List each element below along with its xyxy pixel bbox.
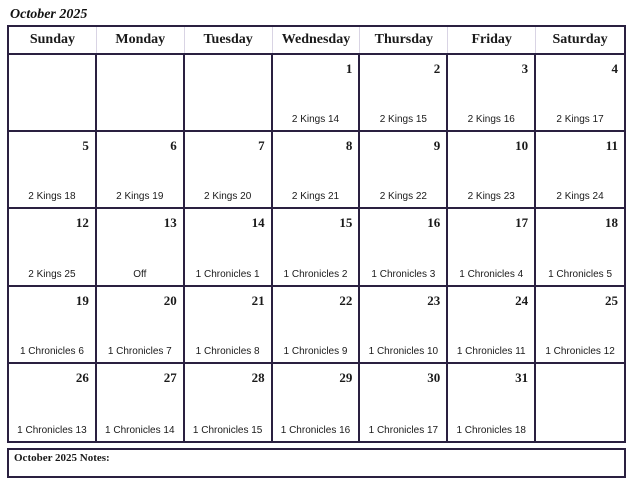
- day-number: 31: [515, 369, 529, 385]
- day-number: 16: [427, 215, 441, 231]
- day-number: 24: [515, 292, 529, 308]
- reading-text: 2 Kings 14: [291, 114, 340, 126]
- notes-box[interactable]: [7, 448, 626, 478]
- calendar-grid: [7, 25, 626, 443]
- reading-text: 1 Chronicles 9: [283, 345, 348, 357]
- reading-text: 1 Chronicles 12: [545, 345, 615, 357]
- day-number: 23: [427, 292, 441, 308]
- empty-day-cell: [9, 55, 97, 132]
- notes-label: October 2025 Notes:: [14, 452, 110, 464]
- reading-text: 1 Chronicles 13: [17, 424, 87, 436]
- day-number: 4: [611, 61, 618, 76]
- day-number: 6: [170, 138, 177, 154]
- day-cell-7: [185, 132, 273, 209]
- reading-text: 1 Chronicles 18: [456, 424, 526, 436]
- reading-text: 2 Kings 22: [379, 191, 427, 203]
- day-number: 7: [258, 138, 265, 154]
- reading-text: 1 Chronicles 2: [283, 268, 348, 280]
- day-cell-30: [360, 364, 448, 441]
- day-cell-20: [97, 287, 185, 364]
- reading-text: 2 Kings 23: [467, 191, 515, 203]
- day-number: 11: [605, 138, 618, 154]
- day-grid: [9, 55, 624, 441]
- day-cell-5: [9, 132, 97, 209]
- reading-text: 1 Chronicles 15: [192, 424, 263, 436]
- reading-text: 1 Chronicles 17: [368, 424, 439, 436]
- weekday-saturday: Saturday: [552, 32, 608, 47]
- weekday-friday: Friday: [448, 27, 536, 53]
- weekday-wednesday: Wednesday: [273, 27, 361, 53]
- day-cell-10: [448, 132, 536, 209]
- day-number: 28: [251, 369, 265, 385]
- day-number: 1: [345, 61, 353, 76]
- day-cell-19: [9, 287, 97, 364]
- day-number: 29: [339, 369, 353, 385]
- day-number: 20: [163, 292, 177, 308]
- day-cell-6: [97, 132, 185, 209]
- day-number: 10: [515, 138, 529, 154]
- day-cell-31: [448, 364, 536, 441]
- day-cell-26: [9, 364, 97, 441]
- reading-text: 1 Chronicles 5: [548, 268, 613, 280]
- day-number: 12: [75, 215, 89, 231]
- day-cell-11: [536, 132, 624, 209]
- reading-text: 1 Chronicles 8: [195, 345, 260, 357]
- day-number: 25: [604, 292, 618, 308]
- empty-day-cell: [536, 364, 624, 441]
- weekday-thursday: Thursday: [360, 27, 448, 53]
- day-cell-24: [448, 287, 536, 364]
- reading-text: 2 Kings 18: [28, 191, 76, 203]
- reading-text: 1 Chronicles 4: [459, 268, 524, 280]
- day-cell-17: [448, 209, 536, 286]
- reading-text: 1 Chronicles 1: [195, 268, 260, 280]
- weekday-header-row: [9, 27, 624, 55]
- empty-day-cell: [185, 55, 273, 132]
- reading-text: 2 Kings 15: [379, 114, 427, 126]
- reading-text: 1 Chronicles 11: [456, 345, 526, 357]
- day-number: 26: [75, 369, 89, 385]
- day-cell-14: [185, 209, 273, 286]
- reading-text: 1 Chronicles 3: [371, 268, 436, 280]
- day-cell-13: [97, 209, 185, 286]
- reading-text: 1 Chronicles 16: [280, 424, 351, 436]
- day-number: 2: [433, 61, 441, 76]
- reading-text: 2 Kings 24: [556, 191, 604, 203]
- day-cell-4: [536, 55, 624, 132]
- day-number: 17: [515, 215, 529, 231]
- day-cell-25: [536, 287, 624, 364]
- reading-text: 1 Chronicles 7: [107, 345, 172, 357]
- empty-day-cell: [97, 55, 185, 132]
- weekday-monday: Monday: [97, 27, 185, 53]
- day-number: 5: [82, 138, 89, 154]
- day-number: 15: [339, 215, 353, 231]
- reading-text: 1 Chronicles 14: [105, 424, 175, 436]
- reading-text: 2 Kings 25: [28, 268, 76, 280]
- weekday-tuesday: Tuesday: [185, 27, 273, 53]
- day-cell-8: [273, 132, 361, 209]
- reading-text: 2 Kings 21: [291, 191, 340, 203]
- day-cell-3: [448, 55, 536, 132]
- reading-text: 2 Kings 20: [204, 191, 252, 203]
- reading-text: 1 Chronicles 6: [19, 345, 84, 357]
- reading-text: 2 Kings 19: [116, 191, 164, 203]
- day-number: 22: [339, 292, 353, 308]
- day-number: 27: [163, 369, 177, 385]
- day-number: 14: [251, 215, 265, 231]
- day-cell-29: [273, 364, 361, 441]
- calendar-title: October 2025: [10, 7, 88, 22]
- day-number: 8: [345, 138, 353, 154]
- day-cell-28: [185, 364, 273, 441]
- day-cell-21: [185, 287, 273, 364]
- day-cell-22: [273, 287, 361, 364]
- reading-text: 2 Kings 17: [556, 114, 604, 126]
- day-cell-9: [360, 132, 448, 209]
- day-number: 13: [163, 215, 177, 231]
- day-cell-16: [360, 209, 448, 286]
- reading-text: 2 Kings 16: [467, 114, 515, 126]
- weekday-sunday: Sunday: [9, 27, 97, 53]
- day-cell-23: [360, 287, 448, 364]
- reading-text: Off: [133, 268, 147, 280]
- day-number: 9: [433, 138, 441, 154]
- day-number: 19: [75, 292, 89, 308]
- day-number: 18: [604, 215, 618, 231]
- day-cell-2: [360, 55, 448, 132]
- day-cell-27: [97, 364, 185, 441]
- day-cell-18: [536, 209, 624, 286]
- day-cell-1: [273, 55, 361, 132]
- day-number: 3: [521, 61, 529, 76]
- day-cell-12: [9, 209, 97, 286]
- day-number: 30: [427, 369, 441, 385]
- day-number: 21: [251, 292, 265, 308]
- reading-text: 1 Chronicles 10: [368, 345, 439, 357]
- day-cell-15: [273, 209, 361, 286]
